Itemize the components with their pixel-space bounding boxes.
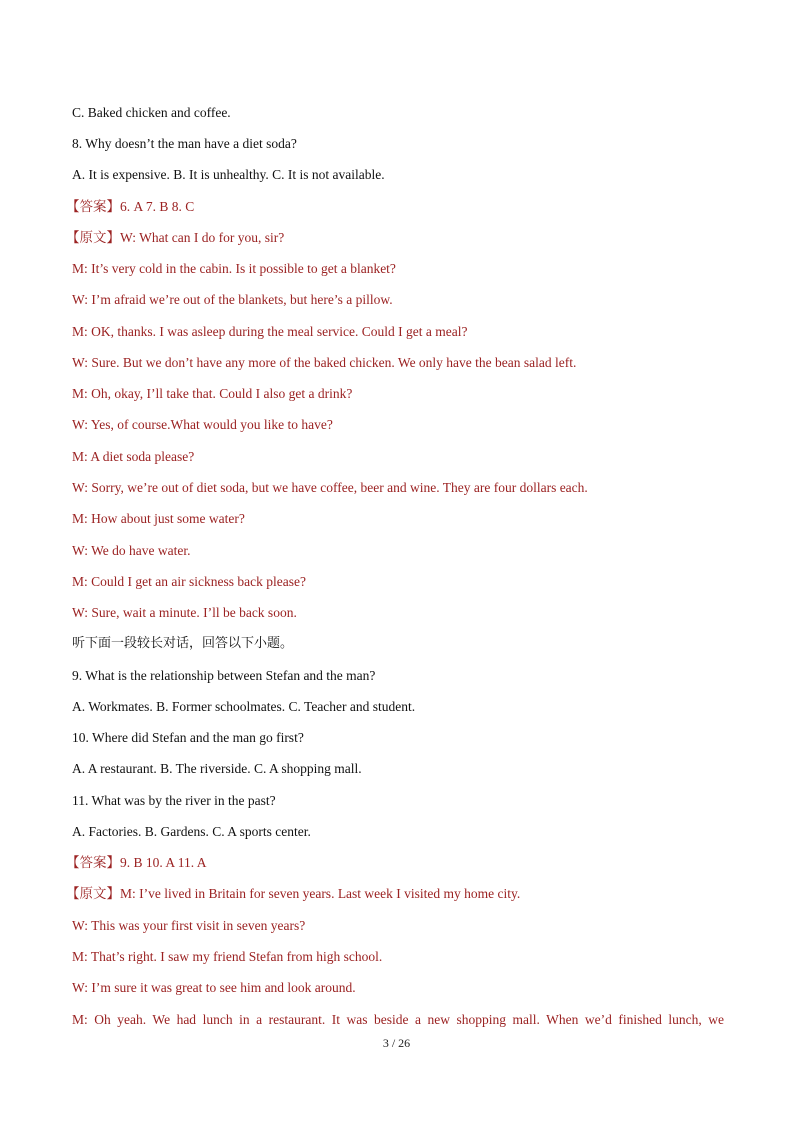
question-8: 8. Why doesn’t the man have a diet soda? xyxy=(72,136,297,151)
answer-values: 9. B 10. A 11. A xyxy=(120,855,207,870)
dialogue-line: M: It’s very cold in the cabin. Is it possible to get a blanket? xyxy=(72,261,396,276)
dialogue-line: M: Oh yeah. We had lunch in a restaurant. It was beside a new shopping mall. When we’d finished lunch, we xyxy=(72,1012,724,1027)
question-9: 9. What is the relationship between Stefan and the man? xyxy=(72,668,376,683)
dialogue-line: M: How about just some water? xyxy=(72,511,245,526)
dialogue-line: W: Sure. But we don’t have any more of the baked chicken. We only have the bean salad left. xyxy=(72,355,577,370)
page-number: 3 / 26 xyxy=(382,1036,411,1050)
options-8: A. It is expensive. B. It is unhealthy. C. It is not available. xyxy=(72,167,385,182)
transcript-line-1 xyxy=(66,229,718,247)
dialogue-line: M: Could I get an air sickness back please? xyxy=(72,574,306,589)
dialogue-line: W: This was your first visit in seven years? xyxy=(72,918,306,933)
dialogue-line: W: We do have water. xyxy=(72,543,191,558)
transcript-text: M: I’ve lived in Britain for seven years. Last week I visited my home city. xyxy=(120,886,521,901)
question-10: 10. Where did Stefan and the man go first? xyxy=(72,730,304,745)
section-instruction: 听下面一段较长对话，回答以下小题。 xyxy=(72,636,294,651)
dialogue-line: W: Yes, of course.What would you like to have? xyxy=(72,417,333,432)
options-10: A. A restaurant. B. The riverside. C. A shopping mall. xyxy=(72,761,362,776)
answer-values: 6. A 7. B 8. C xyxy=(120,199,195,214)
answer-line-1 xyxy=(66,198,718,216)
answer-tag: 【答案】 xyxy=(66,199,120,214)
dialogue-line: M: OK, thanks. I was asleep during the meal service. Could I get a meal? xyxy=(72,324,468,339)
transcript-tag: 【原文】 xyxy=(66,230,120,245)
transcript-tag: 【原文】 xyxy=(66,886,120,901)
options-9: A. Workmates. B. Former schoolmates. C. Teacher and student. xyxy=(72,699,416,714)
answer-line-2 xyxy=(66,854,718,872)
question-11: 11. What was by the river in the past? xyxy=(72,793,276,808)
transcript-line-2 xyxy=(66,885,718,903)
option-line: C. Baked chicken and coffee. xyxy=(72,105,231,120)
dialogue-line: M: Oh, okay, I’ll take that. Could I also get a drink? xyxy=(72,386,353,401)
dialogue-line: W: I’m sure it was great to see him and look around. xyxy=(72,980,356,995)
dialogue-line: M: That’s right. I saw my friend Stefan from high school. xyxy=(72,949,383,964)
dialogue-line: W: I’m afraid we’re out of the blankets, but here’s a pillow. xyxy=(72,292,393,307)
options-11: A. Factories. B. Gardens. C. A sports center. xyxy=(72,824,311,839)
dialogue-line: W: Sorry, we’re out of diet soda, but we have coffee, beer and wine. They are four dollars each. xyxy=(72,480,588,495)
transcript-text: W: What can I do for you, sir? xyxy=(120,230,285,245)
dialogue-line: W: Sure, wait a minute. I’ll be back soon. xyxy=(72,605,297,620)
answer-tag: 【答案】 xyxy=(66,855,120,870)
dialogue-line: M: A diet soda please? xyxy=(72,449,195,464)
